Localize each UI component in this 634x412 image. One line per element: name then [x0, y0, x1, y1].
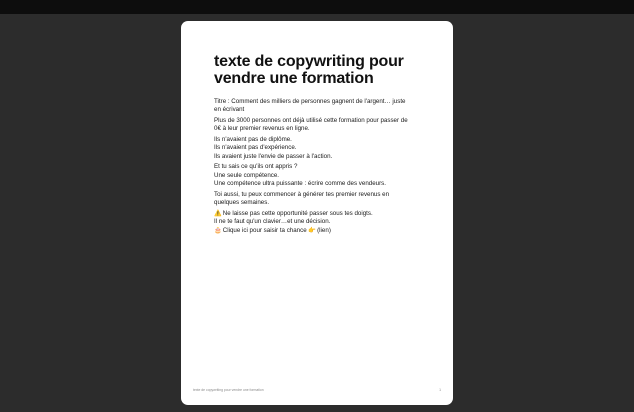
document-title: texte de copywriting pour vendre une formation: [214, 53, 404, 87]
document-page: [181, 21, 453, 405]
cta-line: [214, 210, 414, 218]
text-line: Ils n'avaient pas de diplôme.: [214, 136, 292, 143]
paragraph: [214, 191, 414, 208]
paragraph: [214, 117, 414, 134]
top-bar: [0, 0, 634, 14]
text-line: Ils n'avaient pas d'expérience.: [214, 144, 297, 152]
footer-title: texte de copywriting pour vendre une formation: [193, 388, 264, 392]
cta-text: Ne laisse pas cette opportunité passer sous tes doigts.: [222, 209, 373, 217]
text-line: Une compétence ultra puissante : écrire comme des vendeurs.: [214, 180, 386, 188]
warning-icon: ⚠️: [214, 209, 222, 217]
cta-paragraph: [214, 210, 414, 235]
cake-icon: 🎂: [214, 226, 222, 234]
cta-line: Il ne te faut qu'un clavier…et une décision.: [214, 218, 331, 226]
paragraph: [214, 136, 414, 161]
text-line: Une seule compétence.: [214, 171, 280, 179]
text-line: Et tu sais ce qu'ils ont appris ?: [214, 163, 298, 171]
text-line: Plus de 3000 personnes ont déjà utilisé cette formation pour passer de 0€ à leur premier revenus en ligne.: [214, 117, 408, 133]
text-line: Toi aussi, tu peux commencer à générer tes premier revenus en quelques semaines.: [214, 190, 390, 207]
link-placeholder[interactable]: (lien): [317, 226, 331, 234]
paragraph: [214, 98, 414, 115]
page-number: 1: [439, 388, 441, 392]
cta-text: Clique ici pour saisir ta chance: [222, 226, 307, 234]
text-line: Titre : Comment des milliers de personnes gagnent de l'argent… juste en écrivant: [214, 98, 406, 114]
pointing-hand-icon: 👉: [308, 226, 317, 234]
cta-line: [214, 227, 414, 235]
document-body: [214, 98, 414, 237]
text-line: Ils avaient juste l'envie de passer à l'action.: [214, 152, 333, 160]
paragraph: [214, 163, 414, 188]
